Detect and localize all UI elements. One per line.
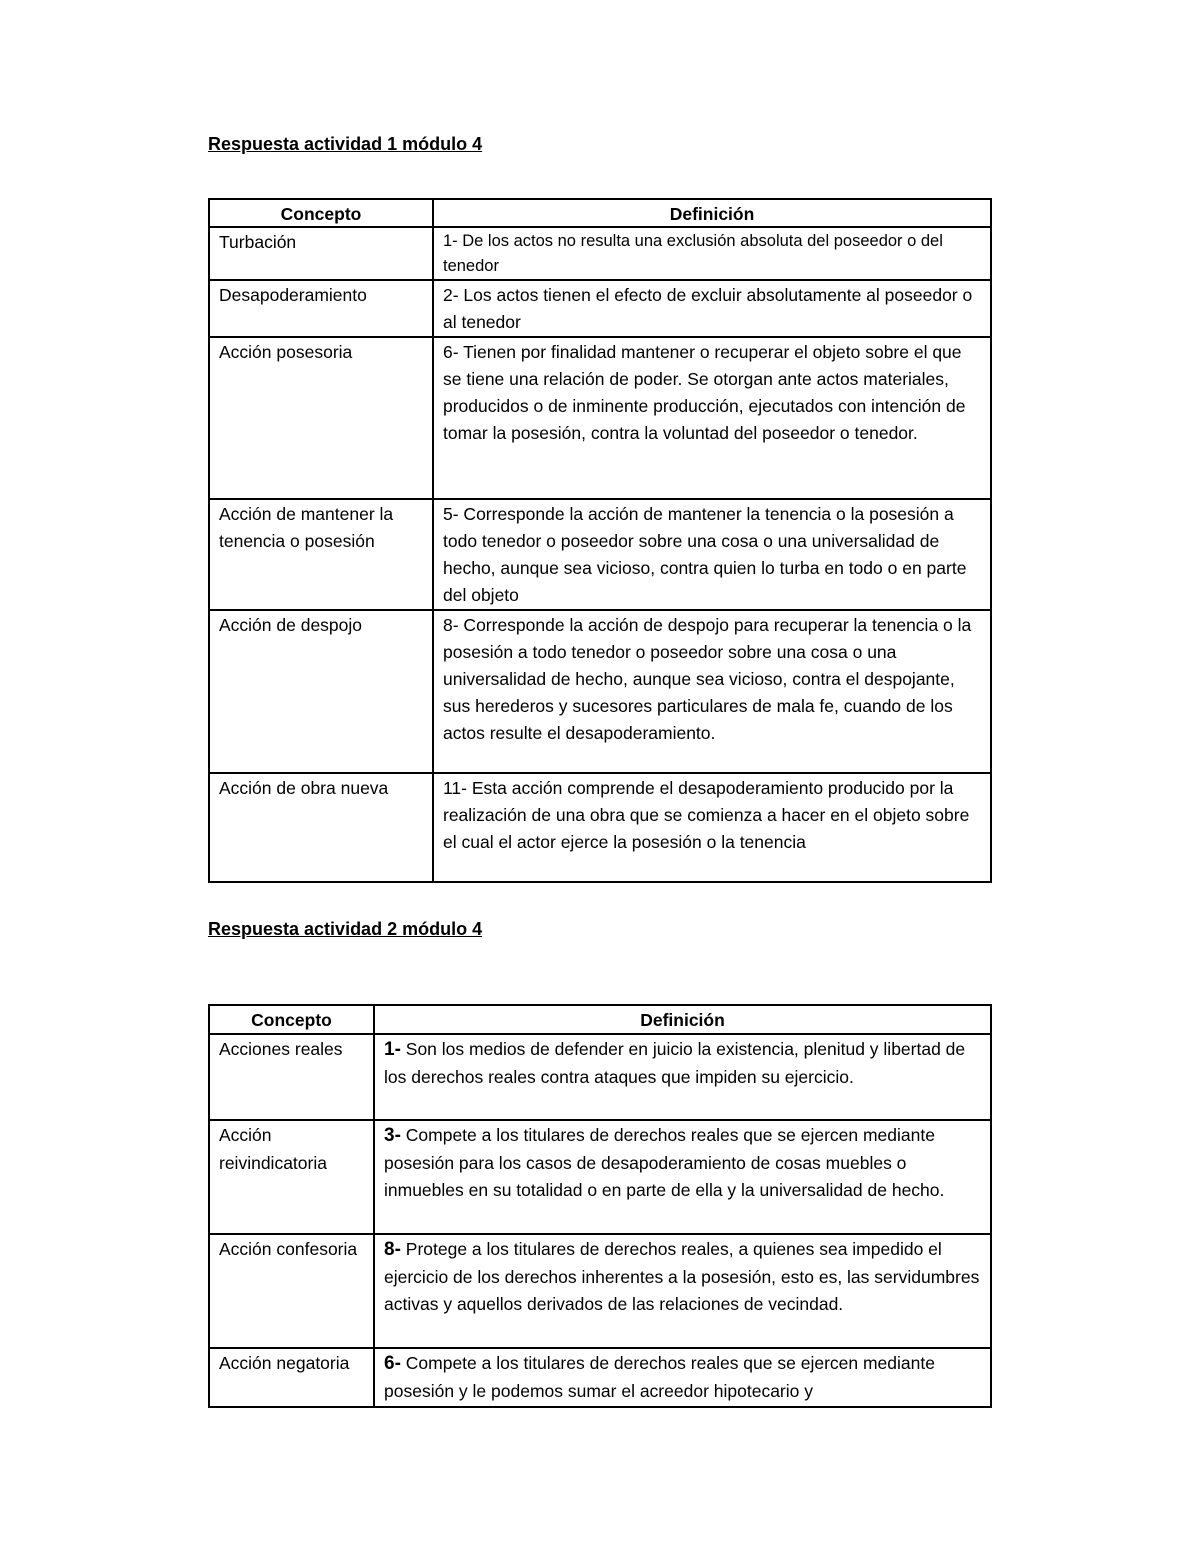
definition-header: Definición bbox=[433, 199, 991, 227]
definition-cell bbox=[374, 1120, 991, 1234]
concept-cell: Acción de mantener la tenencia o posesión bbox=[209, 499, 433, 610]
table-row bbox=[209, 773, 991, 882]
definition-header: Definición bbox=[374, 1005, 991, 1034]
definition-text: Compete a los titulares de derechos reales que se ejercen mediante posesión y le podemos sumar el acreedor hipotecario y bbox=[384, 1353, 935, 1401]
concept-cell: Acción posesoria bbox=[209, 337, 433, 499]
definition-number: 8- bbox=[443, 615, 459, 635]
definition-text: Tienen por finalidad mantener o recuperar el objeto sobre el que se tiene una relación de poder. Se otorgan ante actos materiales, producidos o de inminente producción, ejecutados con intención de tomar la posesión, contra la voluntad del poseedor o tenedor. bbox=[443, 342, 966, 443]
table-row bbox=[209, 1034, 991, 1120]
definition-number: 11- bbox=[443, 778, 467, 798]
definition-number: 1- bbox=[384, 1039, 401, 1060]
definition-text: Esta acción comprende el desapoderamiento producido por la realización de una obra que se comienza a hacer en el objeto sobre el cual el actor ejerce la posesión o la tenencia bbox=[443, 778, 970, 852]
definition-text: Los actos tienen el efecto de excluir absolutamente al poseedor o al tenedor bbox=[443, 285, 973, 332]
table-header-row bbox=[209, 199, 991, 227]
table-row bbox=[209, 337, 991, 499]
definition-number: 3- bbox=[384, 1125, 401, 1146]
definition-cell bbox=[374, 1034, 991, 1120]
definition-number: 6- bbox=[384, 1353, 401, 1374]
table-row bbox=[209, 1234, 991, 1348]
concept-cell: Acción negatoria bbox=[209, 1348, 374, 1407]
concept-cell: Acción confesoria bbox=[209, 1234, 374, 1348]
definition-text: Protege a los titulares de derechos reales, a quienes sea impedido el ejercicio de los derechos inherentes a la posesión, esto es, las servidumbres activas y aquellos derivados de las relaciones de vecindad. bbox=[384, 1239, 980, 1314]
concept-cell: Acción de despojo bbox=[209, 610, 433, 773]
concept-cell: Acción de obra nueva bbox=[209, 773, 433, 882]
concept-cell: Desapoderamiento bbox=[209, 280, 433, 337]
definition-number: 1- bbox=[443, 232, 458, 250]
section1-title: Respuesta actividad 1 módulo 4 bbox=[208, 134, 483, 154]
concept-header: Concepto bbox=[209, 199, 433, 227]
table-header-row bbox=[209, 1005, 991, 1034]
definition-cell bbox=[433, 773, 991, 882]
activity2-table bbox=[208, 1004, 992, 1408]
definition-cell bbox=[433, 337, 991, 499]
table-row bbox=[209, 1120, 991, 1234]
section2-title: Respuesta actividad 2 módulo 4 bbox=[208, 919, 483, 939]
table-row bbox=[209, 499, 991, 610]
definition-cell bbox=[374, 1234, 991, 1348]
definition-text: De los actos no resulta una exclusión absoluta del poseedor o del tenedor bbox=[443, 232, 943, 275]
activity1-table bbox=[208, 198, 992, 883]
definition-cell bbox=[433, 610, 991, 773]
table-row bbox=[209, 1348, 991, 1407]
concept-cell: Acciones reales bbox=[209, 1034, 374, 1120]
definition-cell bbox=[374, 1348, 991, 1407]
definition-cell bbox=[433, 227, 991, 280]
definition-text: Corresponde la acción de despojo para recuperar la tenencia o la posesión a todo tenedor o poseedor sobre una cosa o una universalidad de hecho, aunque sea vicioso, contra el despojante, sus herederos y sucesores particulares de mala fe, cuando de los actos resulte el desapoderamiento. bbox=[443, 615, 972, 743]
definition-cell bbox=[433, 499, 991, 610]
definition-number: 8- bbox=[384, 1239, 401, 1260]
definition-text: Corresponde la acción de mantener la tenencia o la posesión a todo tenedor o poseedor sobre una cosa o una universalidad de hecho, aunque sea vicioso, contra quien lo turba en todo o en parte del objeto bbox=[443, 504, 967, 605]
concept-cell: Turbación bbox=[209, 227, 433, 280]
concept-cell: Acción reivindicatoria bbox=[209, 1120, 374, 1234]
table-row bbox=[209, 610, 991, 773]
definition-number: 5- bbox=[443, 504, 459, 524]
table-row bbox=[209, 227, 991, 280]
concept-header: Concepto bbox=[209, 1005, 374, 1034]
definition-number: 2- bbox=[443, 285, 459, 305]
definition-cell bbox=[433, 280, 991, 337]
definition-text: Son los medios de defender en juicio la existencia, plenitud y libertad de los derechos reales contra ataques que impiden su ejercicio. bbox=[384, 1039, 966, 1087]
definition-number: 6- bbox=[443, 342, 459, 362]
definition-text: Compete a los titulares de derechos reales que se ejercen mediante posesión para los casos de desapoderamiento de cosas muebles o inmuebles en su totalidad o en parte de ella y la universalidad de hecho. bbox=[384, 1125, 945, 1200]
table-row bbox=[209, 280, 991, 337]
